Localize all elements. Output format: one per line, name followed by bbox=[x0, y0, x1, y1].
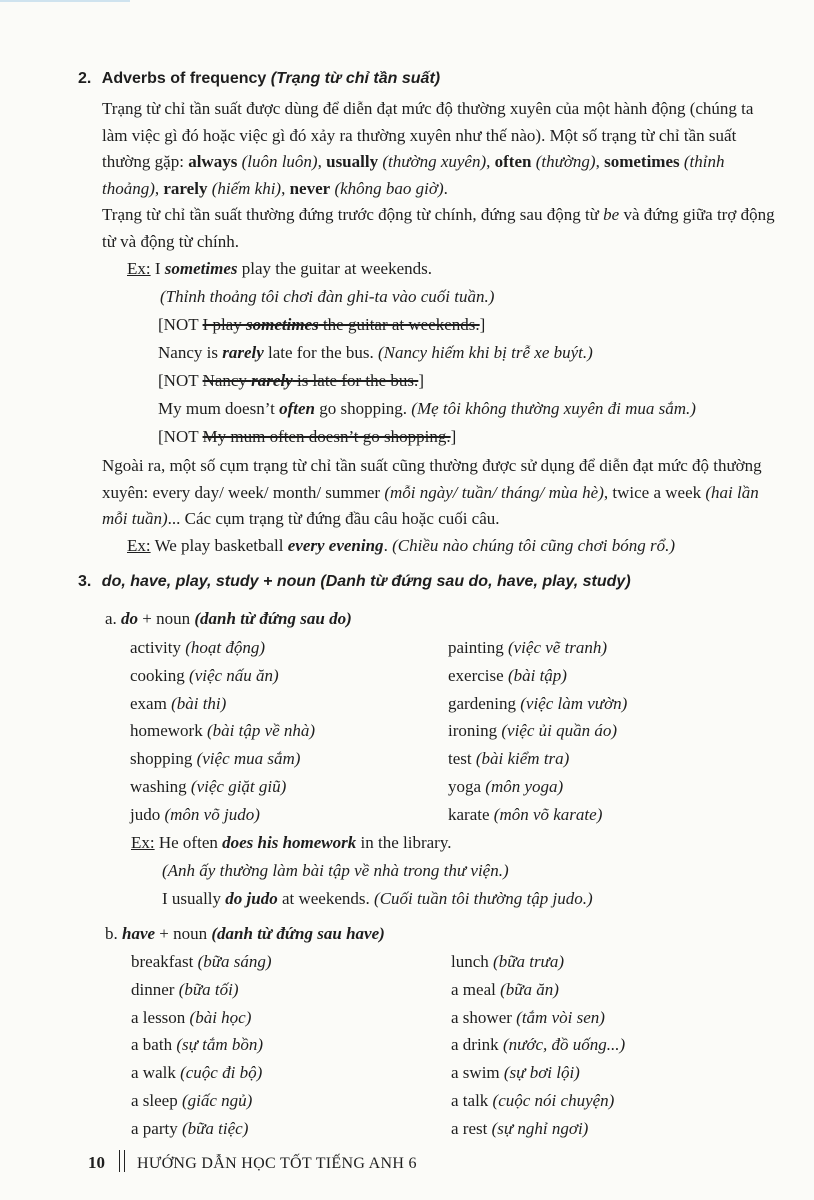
list-item: a walk (cuộc đi bộ) bbox=[131, 1063, 263, 1083]
adverb-word: rarely bbox=[163, 178, 208, 198]
subsection-verb: do bbox=[121, 609, 139, 628]
list-item: a talk (cuộc nói chuyện) bbox=[451, 1090, 615, 1110]
adverb-word: always bbox=[188, 152, 238, 171]
example-text: go shopping. bbox=[314, 399, 412, 418]
adverbs-position-paragraph bbox=[102, 202, 782, 255]
incorrect-example-3 bbox=[158, 427, 456, 447]
example-text: My mum doesn’t bbox=[158, 399, 280, 418]
list-item: activity (hoạt động) bbox=[130, 638, 266, 657]
list-item: a bath (sự tắm bồn) bbox=[131, 1035, 264, 1055]
example-1 bbox=[127, 259, 432, 279]
phrases-text: ... Các cụm trạng từ đứng đầu câu hoặc cuối câu. bbox=[167, 509, 500, 528]
list-item: washing (việc giặt giũ) bbox=[130, 776, 287, 796]
adverb-meaning: (luôn luôn) bbox=[241, 152, 318, 171]
phrases-text: Ngoài ra, một số cụm trạng từ chỉ tần suất cũng thường được sử dụng để diễn đạt mức độ thường xuyên: every day/ week/ month/ summer bbox=[102, 456, 762, 502]
adverb-word: usually bbox=[326, 152, 379, 171]
subsection-plus-noun: + noun bbox=[138, 609, 195, 628]
section-title: do, have, play, study + noun bbox=[101, 573, 316, 590]
example-text: Nancy is bbox=[158, 343, 223, 362]
list-item: lunch (bữa trưa) bbox=[451, 952, 564, 971]
list-item: exercise (bài tập) bbox=[448, 665, 567, 685]
ex-label: Ex: bbox=[131, 833, 155, 852]
example-keyword: every evening bbox=[287, 536, 384, 555]
position-be: be bbox=[603, 205, 620, 224]
section-number: 2. bbox=[78, 70, 92, 87]
ex-label: Ex: bbox=[127, 536, 151, 555]
list-item: a sleep (giấc ngủ) bbox=[131, 1090, 253, 1110]
section-title: Adverbs of frequency bbox=[101, 70, 267, 87]
section-number: 3. bbox=[78, 573, 92, 590]
struck-text: the guitar at weekends. bbox=[318, 315, 480, 334]
translation: (Nancy hiếm khi bị trễ xe buýt.) bbox=[378, 343, 593, 362]
example-text: . bbox=[383, 536, 393, 555]
example-text: He often bbox=[158, 833, 223, 852]
list-item: shopping (việc mua sắm) bbox=[130, 749, 301, 769]
do-example-2 bbox=[162, 889, 593, 909]
incorrect-example-2 bbox=[158, 371, 424, 391]
example-text: We play basketball bbox=[154, 536, 288, 555]
subsection-vn: (danh từ đứng sau do) bbox=[194, 609, 352, 628]
close-bracket: ] bbox=[479, 315, 486, 334]
not-label: [NOT bbox=[158, 427, 203, 446]
struck-keyword: sometimes bbox=[245, 315, 319, 334]
list-item: a drink (nước, đồ uống...) bbox=[451, 1035, 626, 1055]
incorrect-example-1 bbox=[158, 315, 485, 335]
subsection-verb: have bbox=[122, 924, 156, 943]
adverb-meaning: (thường) bbox=[535, 152, 596, 171]
list-item: test (bài kiểm tra) bbox=[448, 749, 570, 769]
subsection-label: b. bbox=[105, 924, 118, 943]
list-item: painting (việc vẽ tranh) bbox=[448, 638, 608, 657]
close-bracket: ] bbox=[418, 371, 424, 390]
translation: (Mẹ tôi không thường xuyên đi mua sắm.) bbox=[411, 399, 696, 418]
section-title-vn: (Danh từ đứng sau do, have, play, study) bbox=[320, 573, 631, 590]
adverb-meaning: (không bao giờ) bbox=[334, 178, 444, 198]
adverb-word: sometimes bbox=[604, 152, 680, 171]
list-item: a rest (sự nghỉ ngơi) bbox=[451, 1118, 589, 1138]
translation: (Chiều nào chúng tôi cũng chơi bóng rổ.) bbox=[392, 536, 675, 555]
phrases-translation: (hai lần mỗi tuần) bbox=[102, 482, 759, 528]
adverb-word: never bbox=[289, 178, 331, 198]
footer-divider bbox=[119, 1150, 125, 1172]
list-item: dinner (bữa tối) bbox=[131, 979, 239, 999]
example-text: in the library. bbox=[356, 833, 452, 852]
section-3-heading bbox=[78, 573, 631, 591]
phrases-translation: (mỗi ngày/ tuần/ tháng/ mùa hè) bbox=[384, 482, 604, 502]
struck-text: Nancy bbox=[202, 371, 252, 390]
have-noun-list-right bbox=[451, 948, 625, 1143]
top-edge-rule bbox=[0, 0, 130, 2]
struck-text: I play bbox=[202, 315, 246, 334]
section-2-heading bbox=[78, 70, 440, 88]
adverb-word: often bbox=[494, 152, 532, 171]
struck-text: is late for the bus. bbox=[292, 371, 419, 390]
intro-text: Trạng từ chỉ tần suất được dùng để diễn đạt mức độ thường xuyên của một hành động (chúng ta làm việc gì đó hoặc việc gì đó xảy ra thường xuyên như thế nào). Một số trạng từ chỉ tần suất thường gặp: bbox=[102, 99, 754, 171]
subsection-vn: (danh từ đứng sau have) bbox=[211, 924, 385, 943]
list-item: a party (bữa tiệc) bbox=[131, 1118, 249, 1138]
position-text-end: và đứng giữa trợ động từ và động từ chính. bbox=[102, 205, 775, 251]
example-keyword: sometimes bbox=[164, 259, 238, 278]
example-text: I bbox=[154, 259, 165, 278]
adverbs-intro-paragraph: Trạng từ chỉ tần suất được dùng để diễn đạt mức độ thường xuyên của một hành động (chúng ta làm việc gì đó hoặc việc gì đó xảy ra thường xuyên như thế nào). Một số trạng từ chỉ tần suất thường gặp: always (luôn luôn), usually (thường xuyên), often (thường), sometimes (thỉnh thoảng), rarely (hiếm khi), never (không bao giờ). bbox=[102, 99, 754, 198]
example-4 bbox=[127, 536, 675, 556]
subsection-plus-noun: + noun bbox=[155, 924, 212, 943]
page-footer bbox=[88, 1150, 417, 1173]
ex-label: Ex: bbox=[127, 259, 151, 278]
list-item: judo (môn võ judo) bbox=[130, 804, 260, 824]
list-item: breakfast (bữa sáng) bbox=[131, 952, 272, 971]
list-item: a swim (sự bơi lội) bbox=[451, 1063, 580, 1083]
list-item: gardening (việc làm vườn) bbox=[448, 693, 628, 713]
do-example-1-translation bbox=[162, 861, 509, 881]
list-item: homework (bài tập về nhà) bbox=[130, 721, 316, 741]
list-item: ironing (việc ủi quần áo) bbox=[448, 721, 618, 741]
example-keyword: rarely bbox=[222, 343, 264, 362]
adverb-meaning: (thỉnh thoảng) bbox=[102, 152, 725, 198]
translation: (Thỉnh thoảng tôi chơi đàn ghi-ta vào cuối tuần.) bbox=[160, 287, 495, 306]
example-keyword: often bbox=[279, 399, 315, 418]
example-text: I usually bbox=[162, 889, 226, 908]
frequency-phrases-paragraph bbox=[102, 453, 782, 533]
list-item: yoga (môn yoga) bbox=[448, 776, 564, 796]
subsection-label: a. bbox=[105, 609, 117, 628]
list-item: a shower (tắm vòi sen) bbox=[451, 1007, 605, 1027]
list-item: a lesson (bài học) bbox=[131, 1007, 252, 1027]
adverb-meaning: (thường xuyên) bbox=[382, 152, 487, 171]
example-1-translation bbox=[160, 287, 494, 307]
struck-keyword: rarely bbox=[251, 371, 293, 390]
have-noun-list-left bbox=[131, 948, 272, 1143]
struck-text: My mum often doesn’t go shopping. bbox=[202, 427, 451, 446]
do-noun-list-left bbox=[130, 634, 315, 829]
adverb-meaning: (hiếm khi) bbox=[211, 178, 282, 198]
list-item: karate (môn võ karate) bbox=[448, 804, 603, 824]
book-title: HƯỚNG DẪN HỌC TỐT TIẾNG ANH 6 bbox=[137, 1155, 417, 1172]
example-text: at weekends. bbox=[277, 889, 375, 908]
example-text: late for the bus. bbox=[263, 343, 379, 362]
not-label: [NOT bbox=[158, 371, 203, 390]
list-item: a meal (bữa ăn) bbox=[451, 979, 559, 999]
list-item: exam (bài thi) bbox=[130, 693, 227, 713]
subsection-a-heading bbox=[105, 609, 352, 629]
example-2 bbox=[158, 343, 593, 363]
phrases-text: , twice a week bbox=[603, 482, 706, 502]
translation: (Cuối tuần tôi thường tập judo.) bbox=[374, 889, 593, 908]
list-item: cooking (việc nấu ăn) bbox=[130, 665, 279, 685]
position-text: Trạng từ chỉ tần suất thường đứng trước động từ chính, đứng sau động từ bbox=[102, 205, 604, 224]
example-text: play the guitar at weekends. bbox=[237, 259, 432, 278]
subsection-b-heading bbox=[105, 924, 385, 944]
example-keyword: do judo bbox=[225, 889, 278, 908]
example-keyword: does his homework bbox=[222, 833, 357, 852]
close-bracket: ] bbox=[450, 427, 457, 446]
do-noun-list-right bbox=[448, 634, 627, 829]
not-label: [NOT bbox=[158, 315, 203, 334]
example-3 bbox=[158, 399, 696, 419]
do-example-1 bbox=[131, 833, 451, 853]
section-title-vn: (Trạng từ chỉ tần suất) bbox=[270, 70, 441, 87]
translation: (Anh ấy thường làm bài tập về nhà trong thư viện.) bbox=[162, 861, 509, 880]
page-number: 10 bbox=[88, 1153, 105, 1172]
